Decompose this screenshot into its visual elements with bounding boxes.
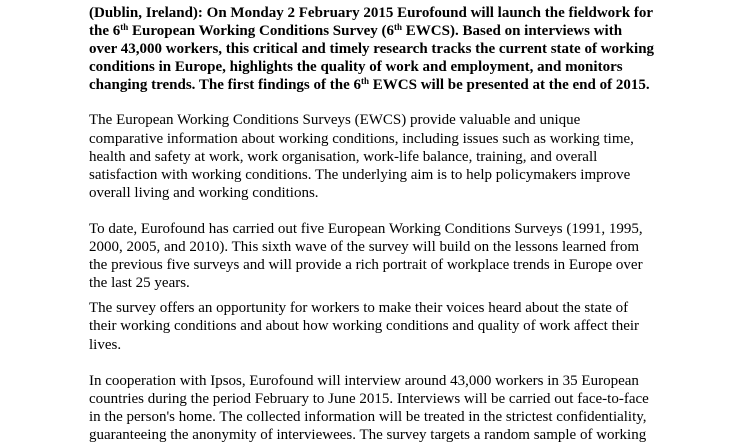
lead-line-1: (Dublin, Ireland): On Monday 2 February 2015 Eurofound will launch the fieldwork for (89, 5, 654, 21)
lead-line-5: changing trends. The first findings of the 6th EWCS will be presented at the end of 2015. (89, 76, 650, 94)
paragraph-worker-voices: The survey offers an opportunity for workers to make their voices heard about the state of their working conditions and about how working conditions and quality of work affect their lives. (89, 300, 640, 353)
paragraph-ewcs-overview: The European Working Conditions Surveys (EWCS) provide valuable and unique comparative information about working conditions, including issues such as working time, health and safety at work, work organisation, work-life balance, training, and overall satisfaction with working conditions. The underlying aim is to help policymakers improve overall living and working conditions. (89, 112, 634, 201)
lead-line-2: the 6th European Working Conditions Survey (6th EWCS). Based on interviews with (89, 22, 623, 40)
ordinal-suffix: th (394, 22, 403, 33)
paragraph-fieldwork: In cooperation with Ipsos, Eurofound will interview around 43,000 workers in 35 European countries during the period February to June 2015. Interviews will be carried out face-to-face in the person's home. The collected information will be treated in the strictest confidentiality, guaranteeing the anonymity of interviewees. The survey targets a random sample of working (89, 372, 649, 443)
ordinal-suffix: th (120, 22, 129, 33)
lead-line-3: over 43,000 workers, this critical and timely research tracks the current state of working (89, 41, 655, 58)
lead-line-4: conditions in Europe, highlights the quality of work and employment, and monitors (89, 59, 623, 76)
ordinal-suffix: th (361, 76, 370, 87)
document-page (89, 0, 709, 444)
paragraph-survey-history: To date, Eurofound has carried out five European Working Conditions Surveys (1991, 1995, 2000, 2005, and 2010). This sixth wave of the survey will build on the lessons learned from the previous five surveys and will provide a rich portrait of workplace trends in Europe over the last 25 years. (89, 220, 643, 292)
lead-paragraph (89, 0, 709, 94)
